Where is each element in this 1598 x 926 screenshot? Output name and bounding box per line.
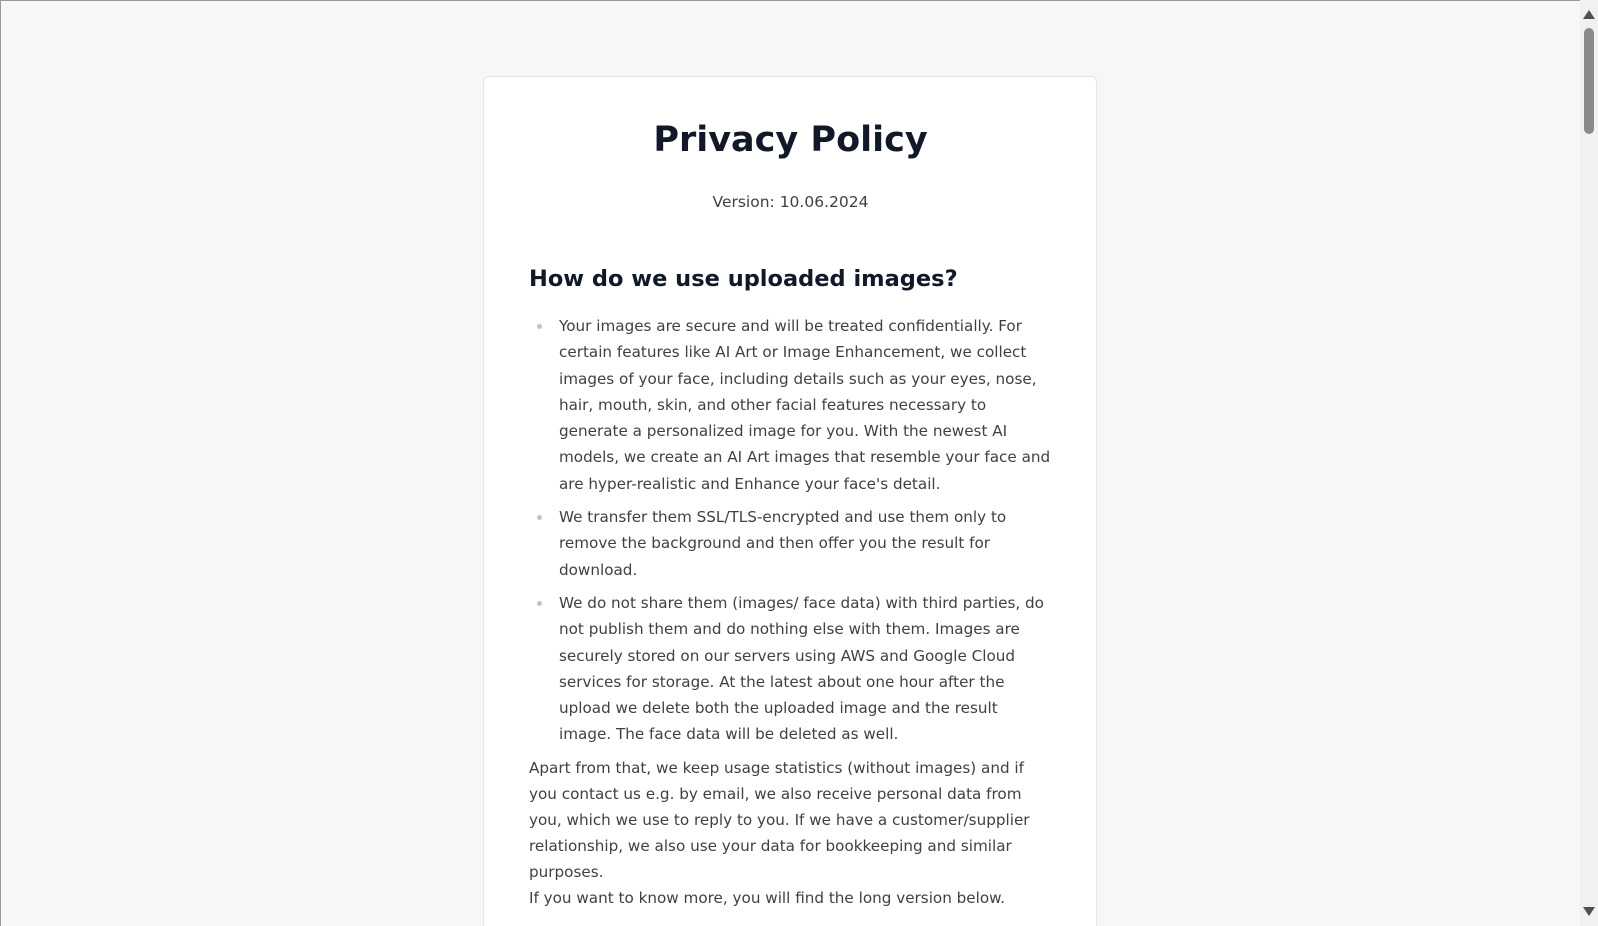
long-version-paragraph: If you want to know more, you will find the long version below. — [529, 888, 1006, 907]
bullet-list — [529, 313, 1052, 748]
page-title: Privacy Policy — [653, 120, 928, 160]
scrollbar-thumb[interactable] — [1584, 28, 1594, 134]
list-item — [529, 590, 1052, 748]
usage-statistics-paragraph: Apart from that, we keep usage statistics (without images) and if you contact us e.g. by email, we also receive personal data from you, which we use to reply to you. If we have a customer/supplier relationship, we also use your data for bookkeeping and similar purposes. — [529, 758, 1030, 881]
list-item — [529, 313, 1052, 497]
list-item-text: We do not share them (images/ face data) with third parties, do not publish them and do nothing else with them. Images are securely stored on our servers using AWS and Google Cloud services for storage. At the latest about one hour after the upload we delete both the uploaded image and the result image. The face data will be deleted as well. — [559, 593, 1044, 744]
bullet-dot-icon — [537, 515, 542, 520]
scroll-down-arrow-icon[interactable] — [1583, 907, 1595, 916]
scroll-up-arrow-icon[interactable] — [1583, 10, 1595, 19]
list-item-text: We transfer them SSL/TLS-encrypted and use them only to remove the background and then offer you the result for download. — [559, 508, 1007, 579]
section-heading: How do we use uploaded images? — [529, 266, 958, 292]
bullet-dot-icon — [537, 601, 542, 606]
bullet-dot-icon — [537, 324, 542, 329]
list-item — [529, 504, 1052, 583]
list-item-text: Your images are secure and will be treated confidentially. For certain features like AI Art or Image Enhancement, we collect images of your face, including details such as your eyes, nose, hair, mouth, skin, and other facial features necessary to generate a personalized image for you. With the newest AI models, we create an AI Art images that resemble your face and are hyper-realistic and Enhance your face's detail. — [559, 317, 1051, 493]
policy-card — [483, 76, 1097, 926]
vertical-scrollbar[interactable] — [1580, 0, 1598, 926]
version-label: Version: 10.06.2024 — [712, 193, 869, 211]
